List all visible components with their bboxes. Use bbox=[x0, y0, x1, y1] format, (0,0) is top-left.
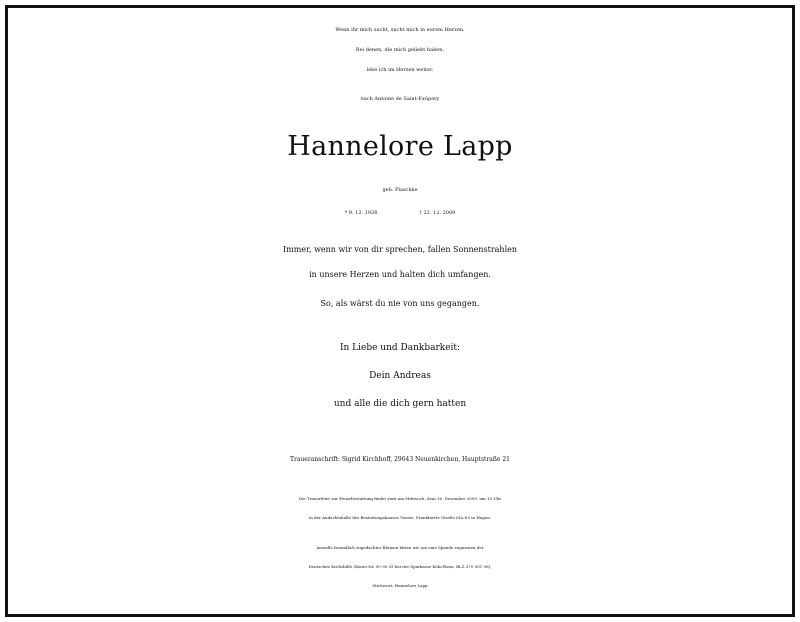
ceremony-line-2: in der Andachtshalle des Bestattungshauses Voeste, Frankfurter Straße 61a-63 in Hagen. bbox=[308, 515, 492, 520]
mourners-line-3: und alle die dich gern hatten bbox=[333, 399, 467, 409]
mourning-address: Traueranschrift: Sigrid Kirchhoff, 29643 Neuenkirchen, Hauptstraße 21 bbox=[290, 456, 510, 463]
quote-line-3: lebe ich im Herzen weiter. bbox=[366, 67, 434, 73]
verse-line-3: So, als wärst du nie von uns gegangen. bbox=[320, 299, 480, 308]
verse-line-2: in unsere Herzen und halten dich umfangen. bbox=[309, 270, 491, 279]
verse-line-1: Immer, wenn wir von dir sprechen, fallen Sonnenstrahlen bbox=[282, 245, 518, 254]
life-dates bbox=[0, 210, 800, 216]
donation-line-1: Anstelle freundlich zugedachter Blumen bitten wir um eine Spende zugunsten der bbox=[316, 545, 484, 550]
quote-line-2: Bei denen, die mich geliebt haben, bbox=[355, 47, 445, 53]
donation-line-2: Deutschen Krebshilfe (Konto-Nr. 90 90 93 bei der Sparkasse Köln-Bonn, BLZ 370 501 98); bbox=[308, 564, 492, 569]
birth-date: * 9. 12. 1926 bbox=[344, 210, 378, 216]
ceremony-line-1: Die Trauerfeier zur Feuerbestattung findet statt am Mittwoch, dem 30. Dezember 2009, um 10 Uhr bbox=[298, 496, 502, 501]
deceased-name: Hannelore Lapp bbox=[287, 131, 513, 162]
donation-line-3: Stichwort: Hannelore Lapp bbox=[372, 583, 428, 588]
death-date: † 22. 12. 2009 bbox=[419, 210, 456, 216]
quote-line-1: Wenn ihr mich sucht, sucht mich in eurem Herzen. bbox=[335, 27, 465, 33]
maiden-name: geb. Plaschke bbox=[382, 187, 418, 193]
mourners-line-2: Dein Andreas bbox=[369, 371, 431, 381]
mourners-line-1: In Liebe und Dankbarkeit: bbox=[339, 343, 461, 353]
quote-attribution: nach Antoine de Saint-Exúpery bbox=[360, 96, 440, 102]
